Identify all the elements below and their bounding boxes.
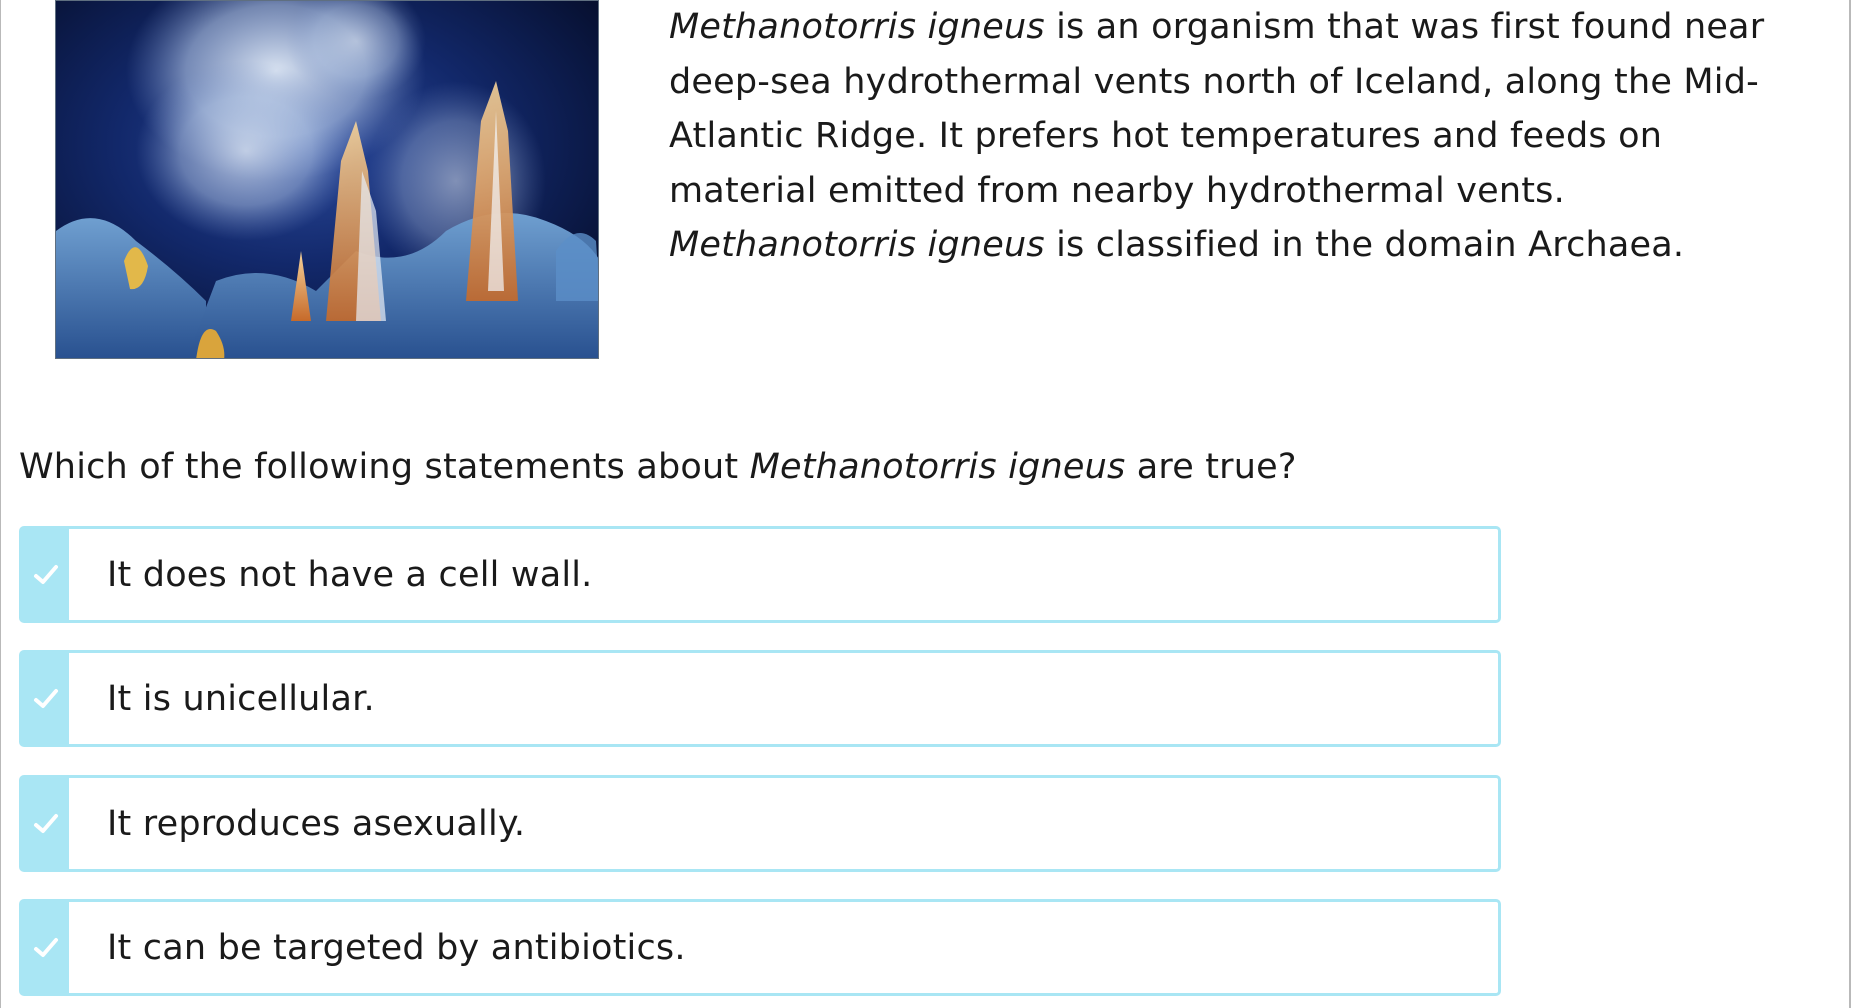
question-suffix: are true? (1125, 447, 1297, 487)
question-prefix: Which of the following statements about (19, 447, 750, 487)
passage (669, 0, 1819, 273)
check-icon (33, 564, 59, 586)
check-icon (33, 937, 59, 959)
answer-choice-2[interactable] (19, 650, 1501, 747)
choice-selector[interactable] (22, 778, 69, 869)
passage-paragraph (669, 0, 1819, 273)
passage-text: is an organism that was first found near deep-sea hydrothermal vents north of Iceland, along the Mid-Atlantic Ridge. It prefers hot temperatures and feeds on material emitted from nearby hydrothermal vents. (669, 7, 1765, 211)
species-name: Methanotorris igneus (669, 225, 1045, 265)
question-species: Methanotorris igneus (749, 447, 1126, 487)
choice-label: It reproduces asexually. (107, 803, 526, 844)
choice-label: It does not have a cell wall. (107, 554, 593, 595)
left-border (0, 0, 1, 1008)
answer-choice-3[interactable] (19, 775, 1501, 872)
choice-label: It can be targeted by antibiotics. (107, 927, 686, 968)
right-border (1849, 0, 1851, 1008)
choice-label: It is unicellular. (107, 678, 375, 719)
answer-choice-4[interactable] (19, 899, 1501, 996)
choice-selector[interactable] (22, 529, 69, 620)
check-icon (33, 813, 59, 835)
question-prompt (19, 440, 1297, 494)
hydrothermal-vent-image (55, 0, 599, 359)
species-name: Methanotorris igneus (669, 7, 1045, 47)
check-icon (33, 688, 59, 710)
passage-text: is classified in the domain Archaea. (1044, 225, 1685, 265)
choice-selector[interactable] (22, 653, 69, 744)
answer-choice-1[interactable] (19, 526, 1501, 623)
choice-selector[interactable] (22, 902, 69, 993)
